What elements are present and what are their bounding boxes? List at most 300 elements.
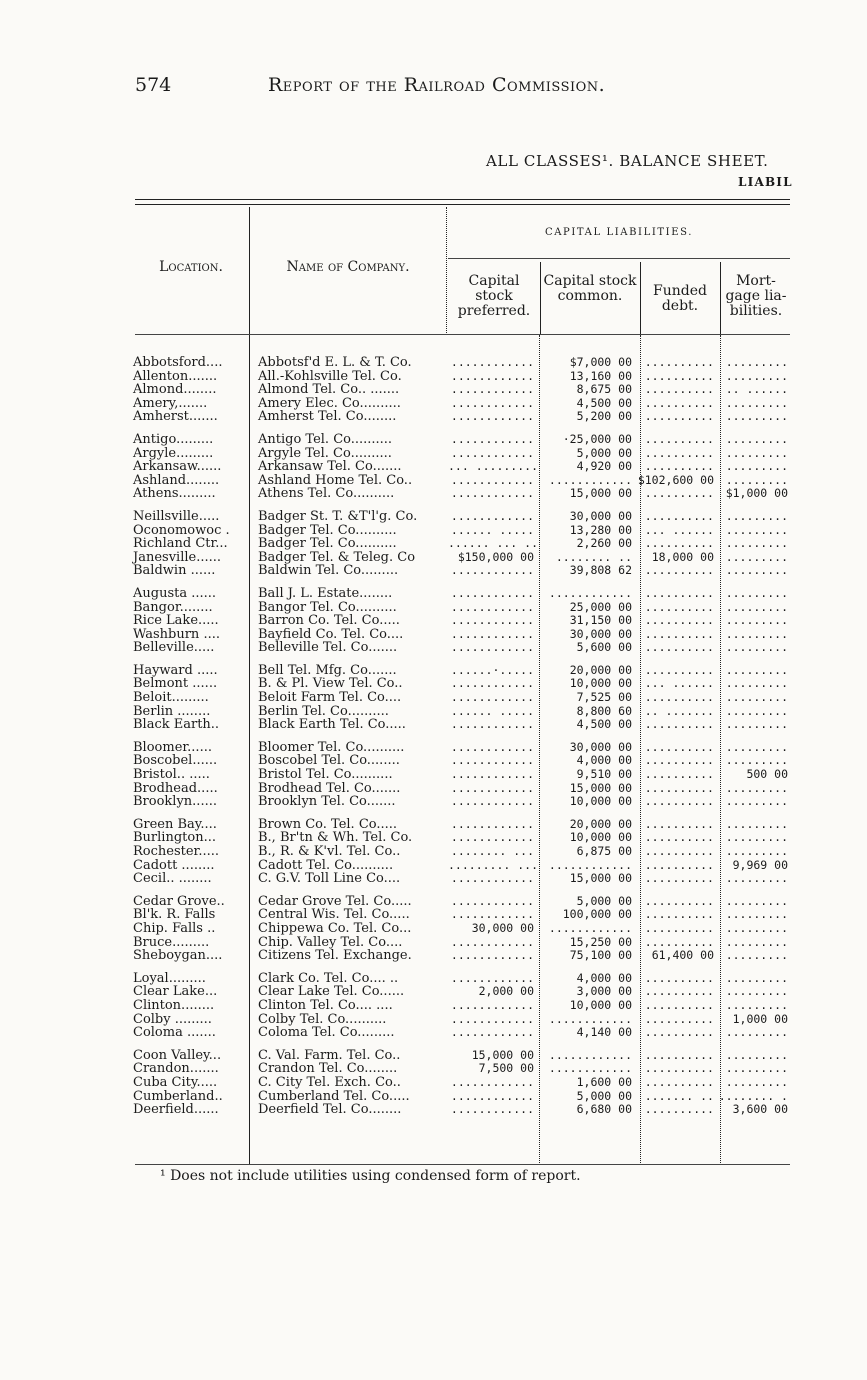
mortgage-cell: .........: [725, 396, 788, 410]
common-cell: 1,600 00: [576, 1075, 632, 1089]
mortgage-cell: .........: [725, 509, 788, 523]
table-row: [132, 383, 797, 397]
company-cell: Beloit Farm Tel. Co....: [258, 691, 402, 705]
table-row: [132, 614, 797, 628]
table-row: [132, 474, 797, 488]
common-cell: 4,500 00: [576, 718, 632, 732]
column-header-preferred: Capital stock preferred.: [457, 273, 531, 319]
company-cell: Badger Tel. Co..........: [258, 523, 397, 538]
mortgage-cell: .........: [725, 971, 788, 985]
company-cell: Brooklyn Tel. Co.......: [258, 795, 396, 809]
company-cell: Cadott Tel. Co..........: [258, 858, 394, 873]
company-cell: C. City Tel. Exch. Co..: [258, 1075, 401, 1090]
table-row: [132, 628, 797, 642]
common-cell: 39,808 62: [569, 564, 632, 578]
preferred-cell: ............: [450, 446, 534, 460]
company-cell: Brown Co. Tel. Co.....: [258, 817, 398, 832]
mortgage-cell: .........: [725, 1026, 788, 1040]
funded-cell: ..........: [644, 1075, 714, 1089]
preferred-cell: ............: [450, 768, 534, 782]
preferred-cell: ............: [450, 998, 534, 1012]
table-row: [132, 949, 797, 963]
row-group: [132, 1049, 797, 1117]
common-cell: 2,260 00: [576, 537, 632, 551]
location-cell: Beloit.........: [133, 691, 209, 705]
common-cell: 4,500 00: [576, 396, 632, 410]
preferred-cell: ............: [450, 614, 534, 628]
location-cell: Baldwin ......: [133, 564, 216, 578]
preferred-cell: ............: [450, 1012, 534, 1026]
funded-cell: ..........: [644, 410, 714, 424]
table-row: [132, 551, 797, 565]
mortgage-cell: $1,000 00: [725, 487, 788, 501]
preferred-cell: ......·.....: [450, 663, 534, 677]
common-cell: 31,150 00: [569, 614, 632, 628]
column-header-common: Capital stock common.: [543, 273, 637, 304]
row-group: [132, 895, 797, 963]
common-cell: ............: [548, 586, 632, 600]
funded-cell: ... ......: [644, 677, 714, 691]
preferred-cell: ............: [450, 908, 534, 922]
table-row: [132, 859, 797, 873]
mortgage-cell: .........: [725, 949, 788, 963]
location-cell: Cedar Grove..: [133, 894, 225, 909]
table-row: [132, 1013, 797, 1027]
table-row: [132, 1090, 797, 1104]
funded-cell: ..........: [644, 1103, 714, 1117]
mortgage-cell: 3,600 00: [732, 1103, 788, 1117]
mortgage-cell: .........: [725, 781, 788, 795]
row-group: [132, 664, 797, 732]
funded-cell: ..........: [644, 781, 714, 795]
row-group: [132, 818, 797, 886]
table-row: [132, 1049, 797, 1063]
table-row: [132, 510, 797, 524]
company-cell: Bloomer Tel. Co..........: [258, 740, 405, 755]
preferred-cell: ........ ...: [450, 845, 534, 858]
common-cell: 4,140 00: [576, 1026, 632, 1040]
company-cell: Central Wis. Tel. Co.....: [258, 908, 410, 922]
location-cell: Loyal.........: [133, 971, 206, 986]
mortgage-cell: .........: [725, 691, 788, 705]
column-header-mortgage: Mort-gage lia-bilities.: [725, 273, 787, 319]
location-cell: Colby .........: [133, 1012, 212, 1027]
mortgage-cell: .........: [725, 369, 788, 383]
preferred-cell: ............: [450, 817, 534, 831]
mortgage-cell: .........: [725, 473, 788, 487]
mortgage-cell: .........: [725, 935, 788, 949]
funded-cell: ..........: [644, 985, 714, 999]
company-cell: Ball J. L. Estate........: [258, 586, 393, 601]
common-cell: 8,675 00: [576, 383, 632, 397]
location-cell: Argyle.........: [133, 446, 214, 461]
mortgage-cell: .........: [725, 523, 788, 537]
mortgage-cell: 500 00: [746, 768, 788, 782]
funded-cell: ..........: [644, 1048, 714, 1062]
common-cell: 15,000 00: [569, 781, 632, 795]
funded-cell: ..........: [644, 872, 714, 886]
location-cell: Rochester.....: [133, 845, 219, 859]
location-cell: Belleville.....: [133, 641, 215, 655]
company-cell: Brodhead Tel. Co.......: [258, 781, 401, 796]
preferred-cell: ............: [450, 356, 534, 369]
preferred-cell: ...... .....: [450, 523, 534, 537]
common-cell: 10,000 00: [569, 677, 632, 691]
mortgage-cell: .........: [725, 894, 788, 908]
common-cell: 3,000 00: [576, 985, 632, 999]
preferred-cell: ............: [450, 369, 534, 383]
funded-cell: ..........: [644, 1062, 714, 1076]
preferred-cell: ............: [450, 740, 534, 754]
funded-cell: ..........: [644, 817, 714, 831]
common-cell: 4,920 00: [576, 460, 632, 474]
table-row: [132, 447, 797, 461]
company-cell: C. G.V. Toll Line Co....: [258, 872, 401, 886]
company-cell: Clark Co. Tel. Co.... ..: [258, 971, 399, 986]
capital-liabilities-header: CAPITAL LIABILITIES.: [544, 227, 693, 238]
company-cell: B., R. & K'vl. Tel. Co..: [258, 845, 401, 859]
preferred-cell: ............: [450, 718, 534, 732]
table-row: [132, 718, 797, 732]
preferred-cell: 30,000 00: [471, 921, 534, 935]
location-cell: Coloma .......: [133, 1026, 216, 1040]
location-cell: Sheboygan....: [133, 949, 223, 963]
common-cell: 5,000 00: [576, 446, 632, 460]
preferred-cell: ...... ... ..: [448, 537, 538, 551]
table-row: [132, 845, 797, 859]
funded-cell: ..........: [644, 369, 714, 383]
table-row: [132, 370, 797, 384]
company-cell: Antigo Tel. Co..........: [258, 432, 393, 447]
common-cell: ............: [548, 858, 632, 872]
table-row: [132, 831, 797, 845]
common-cell: 8,800 60: [576, 704, 632, 718]
funded-cell: .. .......: [644, 704, 714, 718]
common-cell: 75,100 00: [569, 949, 632, 963]
company-cell: Cedar Grove Tel. Co.....: [258, 894, 412, 909]
common-cell: 10,000 00: [569, 795, 632, 809]
common-cell: 25,000 00: [569, 600, 632, 614]
preferred-cell: 15,000 00: [471, 1048, 534, 1062]
location-cell: Bristol.. .....: [133, 768, 210, 782]
mortgage-cell: .........: [725, 985, 788, 999]
mortgage-cell: .........: [725, 795, 788, 809]
table-row: [132, 705, 797, 719]
mortgage-cell: .........: [725, 432, 788, 446]
table-row: [132, 524, 797, 538]
mortgage-cell: .........: [725, 1048, 788, 1062]
table-row: [132, 1103, 797, 1117]
location-cell: Abbotsford....: [133, 356, 223, 370]
funded-cell: ..........: [644, 446, 714, 460]
funded-cell: ..........: [644, 921, 714, 935]
company-cell: Clear Lake Tel. Co......: [258, 985, 405, 999]
funded-cell: 18,000 00: [651, 550, 714, 564]
company-cell: Badger Tel. & Teleg. Co: [258, 550, 416, 565]
common-cell: 20,000 00: [569, 817, 632, 831]
common-cell: 13,280 00: [569, 523, 632, 537]
mortgage-cell: .........: [725, 704, 788, 718]
preferred-cell: ............: [450, 691, 534, 705]
location-cell: Amherst.......: [133, 410, 218, 424]
company-cell: Chip. Valley Tel. Co....: [258, 935, 403, 950]
funded-cell: ..........: [644, 509, 714, 523]
location-cell: Cumberland..: [133, 1089, 223, 1104]
table-row: [132, 487, 797, 501]
table-row: [132, 908, 797, 922]
company-cell: B., Br'tn & Wh. Tel. Co.: [258, 831, 413, 845]
location-cell: Allenton.......: [133, 369, 218, 384]
funded-cell: ..........: [644, 614, 714, 628]
common-cell: ·25,000 00: [562, 432, 632, 446]
mortgage-cell: .........: [725, 817, 788, 831]
location-cell: Boscobel......: [133, 754, 218, 769]
common-cell: 15,000 00: [569, 487, 632, 501]
mortgage-cell: .........: [725, 872, 788, 886]
common-cell: ............: [548, 1062, 632, 1076]
table-row: [132, 741, 797, 755]
table-bottom-rule: [135, 1164, 790, 1165]
funded-cell: ..........: [644, 845, 714, 858]
table-row: [132, 460, 797, 474]
company-cell: C. Val. Farm. Tel. Co..: [258, 1048, 401, 1063]
table-row: [132, 795, 797, 809]
common-cell: 5,600 00: [576, 641, 632, 655]
company-cell: All.-Kohlsville Tel. Co.: [258, 369, 402, 384]
location-cell: Bloomer......: [133, 740, 212, 755]
company-cell: Bristol Tel. Co..........: [258, 768, 393, 782]
common-cell: 4,000 00: [576, 754, 632, 768]
funded-cell: ..........: [644, 383, 714, 397]
table-row: [132, 1076, 797, 1090]
common-cell: ............: [548, 1012, 632, 1026]
location-cell: Brooklyn......: [133, 795, 217, 809]
mortgage-cell: .........: [725, 600, 788, 614]
preferred-cell: ............: [450, 949, 534, 963]
common-cell: ........ ..: [555, 550, 632, 564]
common-cell: 7,525 00: [576, 691, 632, 705]
mortgage-cell: .........: [725, 1075, 788, 1089]
company-cell: Ashland Home Tel. Co..: [258, 473, 413, 488]
preferred-cell: ............: [450, 586, 534, 600]
preferred-cell: ............: [450, 600, 534, 614]
company-cell: Boscobel Tel. Co........: [258, 754, 400, 769]
company-cell: Amherst Tel. Co........: [258, 410, 397, 424]
location-cell: Clinton........: [133, 998, 215, 1013]
company-cell: Berlin Tel. Co..........: [258, 704, 389, 719]
funded-cell: ..........: [644, 627, 714, 641]
preferred-cell: ............: [450, 1026, 534, 1040]
company-cell: Chippewa Co. Tel. Co...: [258, 921, 412, 936]
page-title: Report of the Railroad Commission.: [268, 74, 606, 96]
mortgage-cell: .........: [725, 586, 788, 600]
table-row: [132, 641, 797, 655]
company-cell: Arkansaw Tel. Co.......: [258, 460, 402, 474]
preferred-cell: ............: [450, 795, 534, 809]
column-header-company: Name of Company.: [286, 259, 410, 275]
company-cell: Belleville Tel. Co.......: [258, 641, 398, 655]
location-cell: Janesville......: [133, 550, 222, 565]
location-cell: Berlin ........: [133, 704, 211, 719]
location-cell: Burlington...: [133, 831, 216, 845]
company-cell: B. & Pl. View Tel. Co..: [258, 677, 403, 692]
common-cell: ............: [548, 1048, 632, 1062]
company-cell: Baldwin Tel. Co.........: [258, 564, 399, 578]
location-cell: Bl'k. R. Falls: [133, 908, 216, 922]
table-row: [132, 356, 797, 370]
preferred-cell: ............: [450, 677, 534, 691]
location-cell: Hayward .....: [133, 663, 218, 678]
location-cell: Athens.........: [133, 487, 216, 501]
common-cell: $7,000 00: [569, 356, 632, 369]
company-cell: Almond Tel. Co.. .......: [258, 383, 400, 397]
company-cell: Abbotsf'd E. L. & T. Co.: [258, 356, 412, 370]
table-row: [132, 999, 797, 1013]
mortgage-cell: .........: [725, 537, 788, 551]
preferred-cell: ...... .....: [450, 704, 534, 718]
company-cell: Citizens Tel. Exchange.: [258, 949, 412, 963]
preferred-cell: ............: [450, 935, 534, 949]
funded-cell: ..........: [644, 691, 714, 705]
mortgage-cell: .........: [725, 845, 788, 858]
preferred-cell: ............: [450, 1103, 534, 1117]
table-row: [132, 768, 797, 782]
table-row: [132, 818, 797, 832]
common-cell: 10,000 00: [569, 831, 632, 845]
funded-cell: ..........: [644, 1026, 714, 1040]
funded-cell: ..........: [644, 971, 714, 985]
funded-cell: ..........: [644, 356, 714, 369]
company-cell: Deerfield Tel. Co........: [258, 1103, 402, 1117]
location-cell: Cadott ........: [133, 858, 215, 873]
location-cell: Coon Valley...: [133, 1048, 222, 1063]
mortgage-cell: .........: [725, 446, 788, 460]
table-row: [132, 397, 797, 411]
common-cell: 6,680 00: [576, 1103, 632, 1117]
table-row: [132, 936, 797, 950]
mortgage-cell: .........: [725, 831, 788, 845]
row-group: [132, 587, 797, 655]
location-cell: Chip. Falls ..: [133, 921, 216, 936]
funded-cell: ....... ..: [644, 1089, 714, 1103]
location-cell: Ashland........: [133, 473, 220, 488]
preferred-cell: ............: [450, 971, 534, 985]
table-row: [132, 677, 797, 691]
row-group: [132, 741, 797, 809]
table-row: [132, 985, 797, 999]
preferred-cell: ............: [450, 1089, 534, 1103]
location-cell: Clear Lake...: [133, 985, 218, 999]
mortgage-cell: .........: [725, 614, 788, 628]
column-header-funded: Funded debt.: [653, 283, 707, 314]
location-cell: Neillsville.....: [133, 509, 220, 524]
company-cell: Badger St. T. &T'l'g. Co.: [258, 509, 418, 524]
location-cell: Arkansaw......: [133, 460, 222, 474]
funded-cell: ..........: [644, 600, 714, 614]
preferred-cell: ............: [450, 487, 534, 501]
company-cell: Black Earth Tel. Co.....: [258, 718, 406, 732]
preferred-cell: ............: [450, 894, 534, 908]
mortgage-cell: .........: [725, 718, 788, 732]
funded-cell: ..........: [644, 894, 714, 908]
funded-cell: ..........: [644, 740, 714, 754]
preferred-cell: ............: [450, 1075, 534, 1089]
table-row: [132, 691, 797, 705]
preferred-cell: ............: [450, 754, 534, 768]
preferred-cell: ............: [450, 396, 534, 410]
funded-cell: ..........: [644, 663, 714, 677]
preferred-cell: ............: [450, 831, 534, 845]
funded-cell: ..........: [644, 998, 714, 1012]
funded-cell: ..........: [644, 432, 714, 446]
preferred-cell: 7,500 00: [478, 1062, 534, 1076]
table-row: [132, 433, 797, 447]
common-cell: 9,510 00: [576, 768, 632, 782]
table-row: [132, 564, 797, 578]
funded-cell: ... ......: [644, 523, 714, 537]
location-cell: Bruce.........: [133, 935, 210, 950]
location-cell: Cecil.. ........: [133, 872, 212, 886]
table-row: [132, 922, 797, 936]
company-cell: Crandon Tel. Co........: [258, 1062, 398, 1076]
row-group: [132, 510, 797, 578]
funded-cell: 61,400 00: [651, 949, 714, 963]
location-cell: Almond........: [133, 383, 217, 397]
preferred-cell: ......... ...: [448, 858, 538, 872]
company-cell: Colby Tel. Co..........: [258, 1012, 387, 1027]
preferred-cell: ............: [450, 564, 534, 578]
company-cell: Argyle Tel. Co..........: [258, 446, 392, 461]
table-row: [132, 587, 797, 601]
common-cell: 5,200 00: [576, 410, 632, 424]
mortgage-cell: .........: [725, 677, 788, 691]
location-cell: Washburn ....: [133, 627, 220, 642]
location-cell: Rice Lake.....: [133, 614, 219, 628]
mortgage-cell: 1,000 00: [732, 1012, 788, 1026]
table-row: [132, 1026, 797, 1040]
location-cell: Antigo.........: [133, 432, 214, 447]
mortgage-cell: .........: [725, 908, 788, 922]
row-group: [132, 356, 797, 424]
company-cell: Bayfield Co. Tel. Co....: [258, 627, 404, 642]
funded-cell: ..........: [644, 831, 714, 845]
mortgage-cell: .........: [725, 754, 788, 768]
table-row: [132, 895, 797, 909]
common-cell: 4,000 00: [576, 971, 632, 985]
table-body: [132, 356, 797, 1126]
location-cell: Cuba City.....: [133, 1075, 218, 1090]
company-cell: Cumberland Tel. Co.....: [258, 1089, 410, 1104]
mortgage-cell: .........: [725, 460, 788, 474]
row-group: [132, 433, 797, 501]
mortgage-cell: .........: [725, 663, 788, 677]
preferred-cell: ............: [450, 473, 534, 487]
funded-cell: ..........: [644, 641, 714, 655]
preferred-cell: ............: [450, 781, 534, 795]
common-cell: 5,000 00: [576, 894, 632, 908]
company-cell: Barron Co. Tel. Co.....: [258, 614, 400, 628]
table-row: [132, 872, 797, 886]
table-row: [132, 782, 797, 796]
common-cell: 15,250 00: [569, 935, 632, 949]
common-cell: ............: [548, 921, 632, 935]
location-cell: Brodhead.....: [133, 781, 218, 796]
common-cell: 5,000 00: [576, 1089, 632, 1103]
mortgage-cell: .........: [725, 641, 788, 655]
company-cell: Clinton Tel. Co.... ....: [258, 998, 393, 1013]
mortgage-cell: .........: [725, 921, 788, 935]
preferred-cell: 2,000 00: [478, 985, 534, 999]
